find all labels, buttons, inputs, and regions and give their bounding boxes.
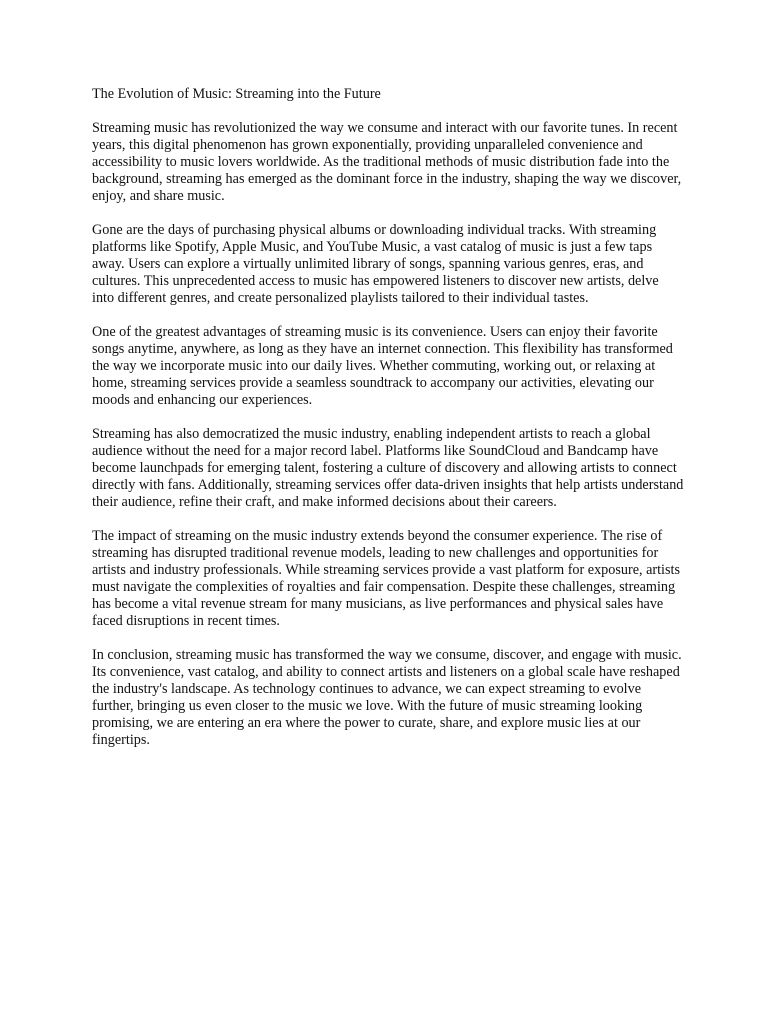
paragraph-2: Gone are the days of purchasing physical albums or downloading individual tracks. With streaming platforms like Spotify, Apple Music, and YouTube Music, a vast catalog of music is just a few taps away. Users can explore a virtually unlimited library of songs, spanning various genres, eras, and cultures. This unprecedented access to music has empowered listeners to discover new artists, delve into different genres, and create personalized playlists tailored to their individual tastes. xyxy=(92,222,659,306)
paragraph-3: One of the greatest advantages of streaming music is its convenience. Users can enjoy their favorite songs anytime, anywhere, as long as they have an internet connection. This flexibility has transformed the way we incorporate music into our daily lives. Whether commuting, working out, or relaxing at home, streaming services provide a seamless soundtrack to accompany our activities, elevating our moods and enhancing our experiences. xyxy=(92,324,673,408)
document-body xyxy=(92,86,684,766)
paragraph-1: Streaming music has revolutionized the way we consume and interact with our favorite tunes. In recent years, this digital phenomenon has grown exponentially, providing unparalleled convenience and accessibility to music lovers worldwide. As the traditional methods of music distribution fade into the background, streaming has emerged as the dominant force in the industry, shaping the way we discover, enjoy, and share music. xyxy=(92,120,682,204)
paragraph-6: In conclusion, streaming music has transformed the way we consume, discover, and engage with music. Its convenience, vast catalog, and ability to connect artists and listeners on a global scale have reshaped the industry's landscape. As technology continues to advance, we can expect streaming to evolve further, bringing us even closer to the music we love. With the future of music streaming looking promising, we are entering an era where the power to curate, share, and explore music lies at our fingertips. xyxy=(92,647,682,748)
paragraph-5: The impact of streaming on the music industry extends beyond the consumer experience. The rise of streaming has disrupted traditional revenue models, leading to new challenges and opportunities for artists and industry professionals. While streaming services provide a vast platform for exposure, artists must navigate the complexities of royalties and fair compensation. Despite these challenges, streaming has become a vital revenue stream for many musicians, as live performances and physical sales have faced disruptions in recent times. xyxy=(92,528,680,629)
document-title: The Evolution of Music: Streaming into the Future xyxy=(92,86,381,102)
paragraph-4: Streaming has also democratized the music industry, enabling independent artists to reach a global audience without the need for a major record label. Platforms like SoundCloud and Bandcamp have become launchpads for emerging talent, fostering a culture of discovery and allowing artists to connect directly with fans. Additionally, streaming services offer data-driven insights that help artists understand their audience, refine their craft, and make informed decisions about their careers. xyxy=(92,426,684,510)
